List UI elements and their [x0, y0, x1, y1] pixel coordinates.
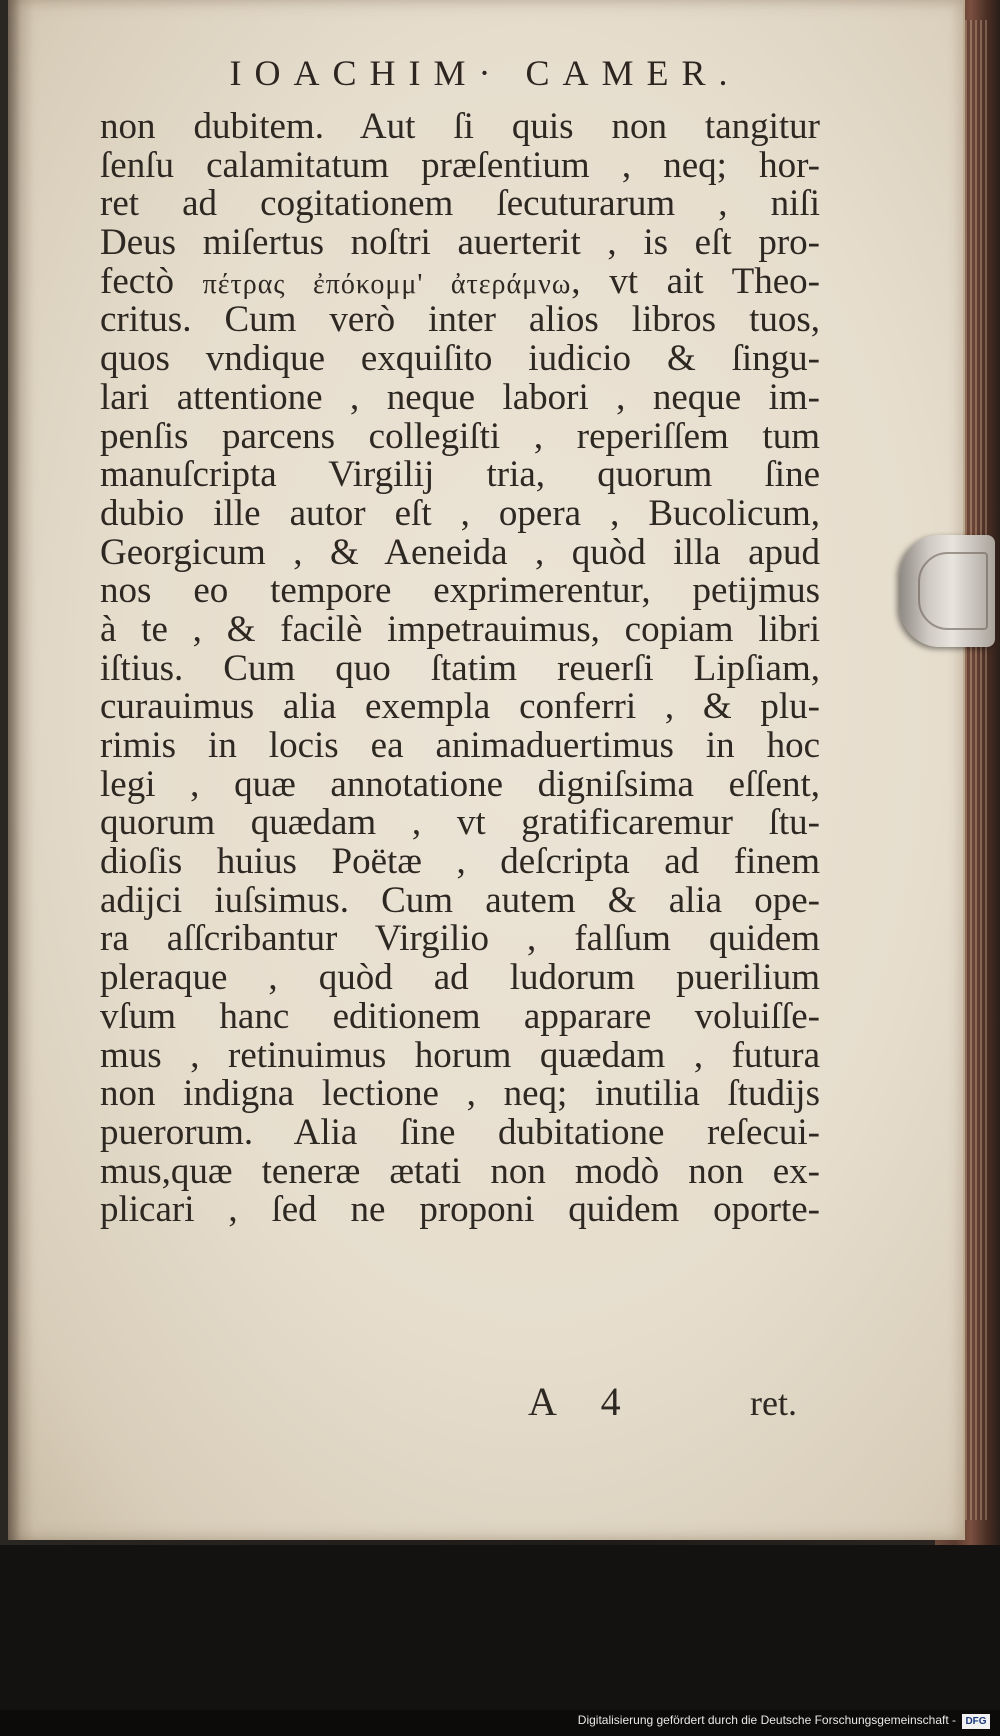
text-line: dubio ille autor eſt , opera , Bucolicum, — [100, 492, 820, 534]
text-line: curauimus alia exempla conferri , & plu- — [100, 686, 820, 728]
dfg-logo: DFG — [962, 1714, 990, 1729]
background-shadow — [0, 1545, 1000, 1710]
text-line: non indigna lectione , neq; inutilia ſtudijs — [100, 1073, 820, 1115]
text-line: legi , quæ annotatione digniſsima eſſent, — [100, 763, 820, 805]
text-line: mus,quæ teneræ ætati non modò non ex- — [100, 1150, 820, 1192]
text-line: puerorum. Alia ſine dubitatione reſecui- — [100, 1111, 820, 1153]
text-line: rimis in locis ea animaduertimus in hoc — [100, 725, 820, 766]
text-line: Deus miſertus noſtri auerterit , is eſt pro- — [100, 222, 820, 264]
text-line: iſtius. Cum quo ſtatim reuerſi Lipſiam, — [100, 647, 820, 689]
latin-fragment: fectò — [100, 260, 174, 302]
text-line: critus. Cum verò inter alios libros tuos, — [100, 299, 820, 341]
text-line: dioſis huius Poëtæ , deſcripta ad finem — [100, 841, 820, 883]
running-head: IOACHIM· CAMER. — [229, 53, 741, 93]
text-line: ret ad cogitationem ſecuturarum , niſi — [100, 183, 820, 225]
text-line: ra aſſcribantur Virgilio , falſum quidem — [100, 918, 820, 960]
text-line: manuſcripta Virgilij tria, quorum ſine — [100, 454, 820, 496]
body-text — [100, 108, 820, 1230]
text-line: non dubitem. Aut ſi quis non tangitur — [100, 106, 820, 147]
page-gutter-shadow — [8, 0, 34, 1540]
text-line: quos vndique exquiſito iudicio & ſingu- — [100, 338, 820, 380]
text-line: pleraque , quòd ad ludorum puerilium — [100, 957, 820, 999]
text-line: adijci iuſsimus. Cum autem & alia ope- — [100, 879, 820, 921]
text-line-with-greek — [100, 260, 820, 302]
text-line: mus , retinuimus horum quædam , futura — [100, 1034, 820, 1076]
text-line: Georgicum , & Aeneida , quòd illa apud — [100, 531, 820, 573]
text-line: ſenſu calamitatum præſentium , neq; hor- — [100, 144, 820, 186]
text-line: vſum hanc editionem apparare voluiſſe- — [100, 995, 820, 1037]
text-line: nos eo tempore exprimerentur, petijmus — [100, 570, 820, 612]
text-line: à te , & facilè impetrauimus, copiam libri — [100, 608, 820, 650]
catchword: ret. — [750, 1383, 797, 1423]
text-line: penſis parcens collegiſti , reperiſſem tum — [100, 415, 820, 457]
credit-text: Digitalisierung gefördert durch die Deutsche Forschungsgemeinschaft - — [577, 1713, 956, 1727]
text-line: lari attentione , neque labori , neque im- — [100, 376, 820, 418]
text-line: quorum quædam , vt gratificaremur ſtu- — [100, 802, 820, 844]
latin-fragment: , vt ait Theo- — [571, 260, 820, 302]
text-line: plicari , ſed ne proponi quidem oporte- — [100, 1189, 820, 1231]
greek-quotation: πέτρας ἐπόκομμ' ἀτεράμνω — [202, 268, 572, 300]
clasp-detail — [918, 552, 988, 630]
signature-mark: A 4 — [528, 1379, 639, 1424]
